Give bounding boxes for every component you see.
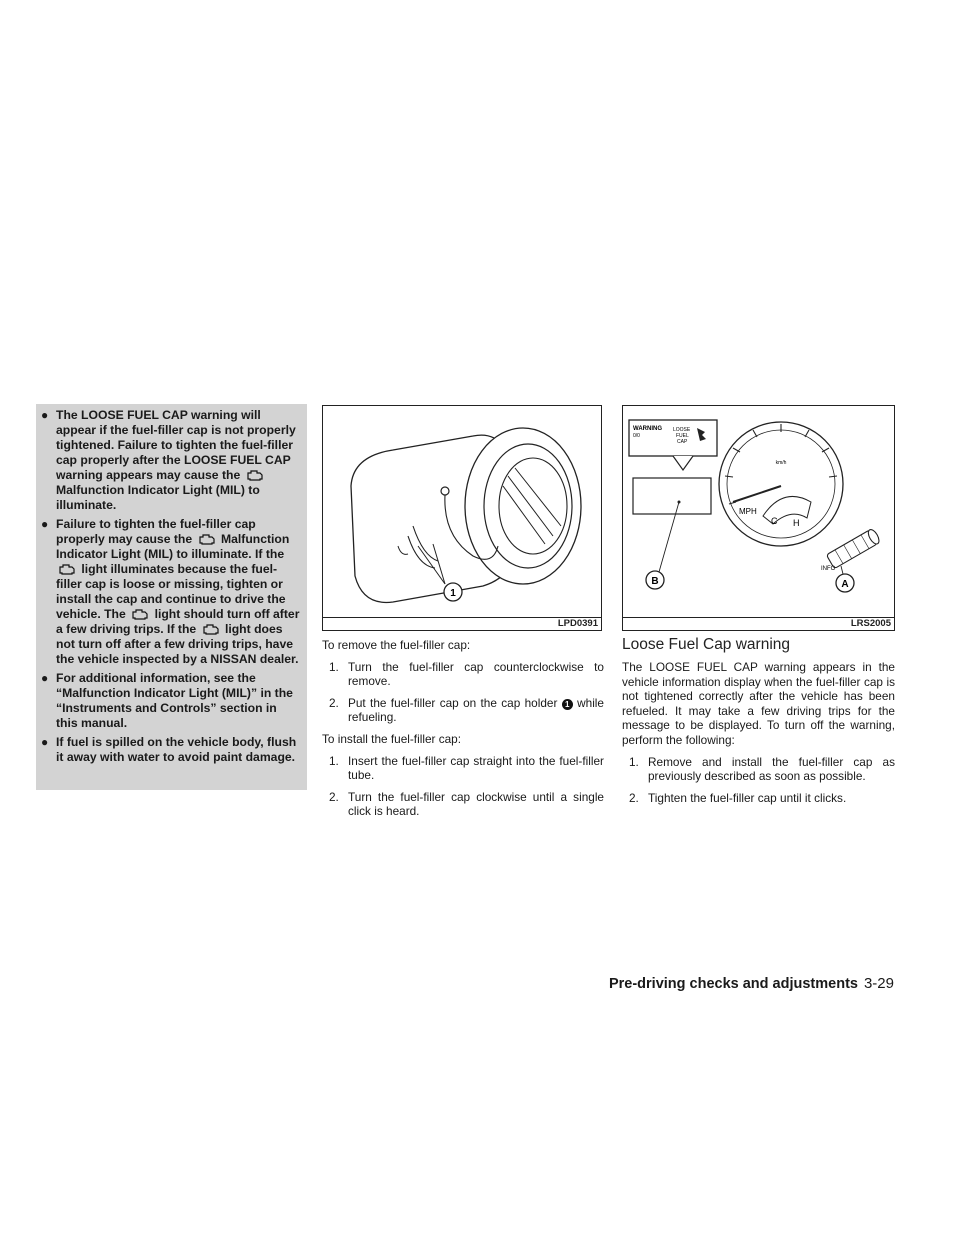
gauge-hot-label: H bbox=[793, 518, 800, 528]
remove-step: 1. Turn the fuel-filler cap counterclockwise to remove. bbox=[329, 659, 604, 689]
gauge-unit-label: km/h bbox=[775, 460, 787, 466]
install-step: 1. Insert the fuel-filler cap straight into the fuel-filler tube. bbox=[329, 753, 604, 783]
warning-item: ● The LOOSE FUEL CAP warning will appear if the fuel-filler cap is not properly tightened. Failure to tighten the fuel-filler cap properly after the LOOSE FUEL CAP warning appears may cause the Malfunction Indicator Light (MIL) to illuminate. bbox=[41, 408, 296, 512]
callout-a: A bbox=[841, 579, 849, 590]
loose-cap-step: 2. Tighten the fuel-filler cap until it clicks. bbox=[629, 790, 847, 805]
remove-intro: To remove the fuel-filler cap: bbox=[322, 638, 471, 652]
bullet-icon: ● bbox=[41, 671, 49, 685]
loose-cap-section bbox=[622, 660, 895, 812]
fuel-cap-figure bbox=[322, 405, 602, 631]
footer-section-title: Pre-driving checks and adjustments bbox=[608, 976, 858, 992]
bullet-icon: ● bbox=[41, 408, 49, 422]
loose-cap-step: 1. Remove and install the fuel-filler cap as previously described as soon as possible. bbox=[629, 754, 895, 784]
display-loose-label: LOOSE bbox=[673, 427, 691, 433]
engine-icon bbox=[58, 563, 76, 575]
warning-item: ● Failure to tighten the fuel-filler cap properly may cause the Malfunction Indicator Light (MIL) to illuminate. If the light illuminates because the fuel-filler cap is loose or missing, tighten or install the cap and continue to drive the vehicle. The light should turn off after a few driving trips. If the light does not turn off after a few driving trips, have the vehicle inspected by a NISSAN dealer. bbox=[41, 517, 300, 666]
figure-code: LRS2005 bbox=[850, 618, 891, 629]
warning-box bbox=[36, 404, 307, 790]
display-count-label: 0/0 bbox=[633, 433, 640, 439]
circled-number-icon: 1 bbox=[562, 699, 573, 710]
meter-figure bbox=[622, 405, 895, 631]
engine-icon bbox=[246, 469, 264, 481]
display-warning-label: WARNING bbox=[633, 426, 662, 432]
warning-item: ● For additional information, see the “Malfunction Indicator Light (MIL)” in the “Instruments and Controls” section in this manual. bbox=[41, 671, 293, 730]
gauge-cold-label: C bbox=[771, 516, 778, 526]
page-footer bbox=[609, 975, 894, 992]
callout-b: B bbox=[651, 576, 659, 587]
engine-icon bbox=[198, 533, 216, 545]
loose-cap-body: The LOOSE FUEL CAP warning appears in the vehicle information display when the fuel-filler cap is not tightened correctly after the vehicle has been refueled. It may take a few driving trips for the message to be displayed. To turn off the warning, perform the following: bbox=[622, 660, 895, 747]
info-button-label: INFO bbox=[821, 566, 836, 572]
gauge-mph-label: MPH bbox=[739, 507, 757, 516]
section-heading: Loose Fuel Cap warning bbox=[622, 636, 791, 653]
callout-1: 1 bbox=[450, 588, 456, 599]
bullet-icon: ● bbox=[41, 517, 49, 531]
warning-item: ● If fuel is spilled on the vehicle body, flush it away with water to avoid paint damage. bbox=[41, 735, 297, 764]
engine-icon bbox=[202, 623, 220, 635]
meter-illustration bbox=[623, 406, 894, 618]
fuel-cap-instructions bbox=[322, 638, 604, 826]
figure-code: LPD0391 bbox=[557, 618, 598, 629]
install-step: 2. Turn the fuel-filler cap clockwise until a single click is heard. bbox=[329, 789, 604, 819]
remove-step: 2. Put the fuel-filler cap on the cap holder 1 while refueling. bbox=[329, 695, 604, 725]
bullet-icon: ● bbox=[41, 735, 49, 749]
engine-icon bbox=[131, 608, 149, 620]
install-intro: To install the fuel-filler cap: bbox=[322, 731, 462, 746]
page-number: 3-29 bbox=[863, 975, 894, 992]
fuel-cap-illustration bbox=[323, 406, 601, 618]
display-cap-label: CAP bbox=[677, 439, 688, 445]
display-fuel-label: FUEL bbox=[676, 433, 689, 439]
